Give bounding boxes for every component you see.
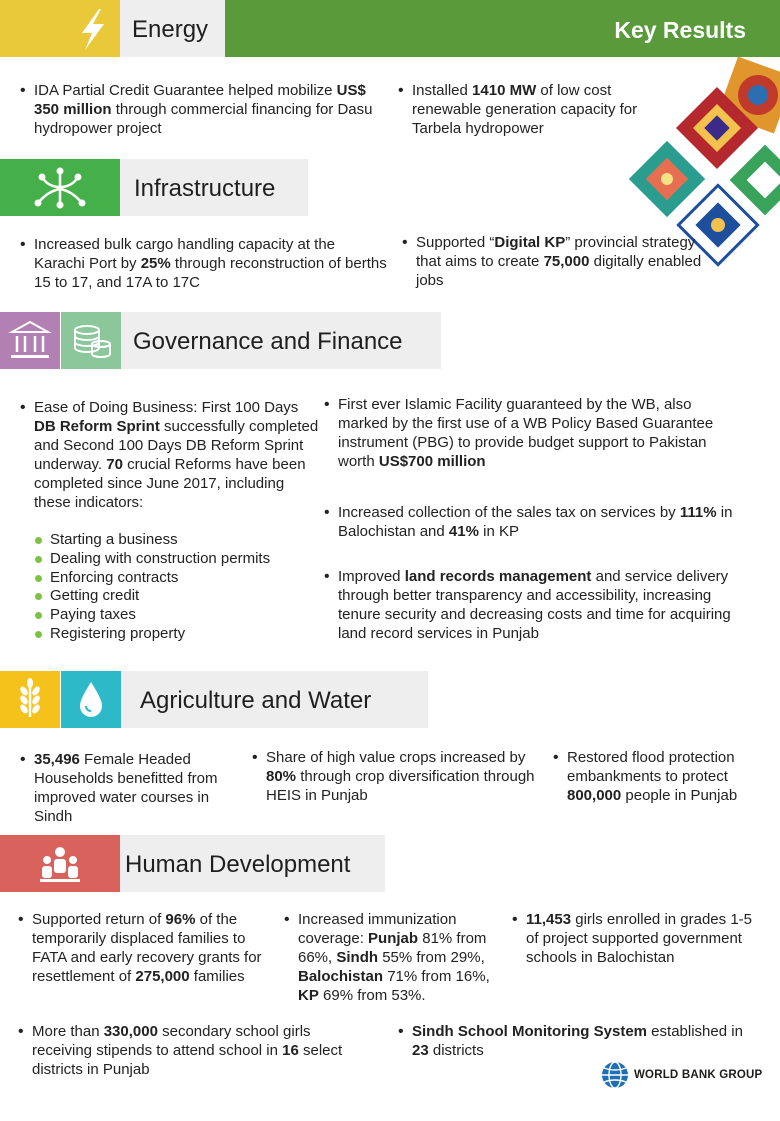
- governance-title: Governance and Finance: [133, 328, 403, 355]
- human-development-title: Human Development: [125, 851, 351, 878]
- water-drop-icon: [61, 671, 121, 728]
- key-results-banner: [225, 0, 780, 57]
- human-bullet-4: • More than 330,000 secondary school girls receiving stipends to attend school in 16 select districts in Punjab: [18, 1023, 343, 1078]
- human-bullet-1: • Supported return of 96% of the temporarily displaced families to FATA and early recovery grants for resettlement of 275,000 families: [18, 911, 262, 985]
- finance-icon-box: [61, 312, 121, 369]
- governance-bullet-1: • Ease of Doing Business: First 100 Days DB Reform Sprint successfully completed and Second 100 Days DB Reform Sprint underway. 70 crucial Reforms have been completed since June 2017, including these indicators:: [20, 399, 319, 511]
- agriculture-icon-box: [0, 671, 60, 728]
- human-bullet-5: • Sindh School Monitoring System established in 23 districts: [398, 1023, 743, 1059]
- water-icon-box: [61, 671, 121, 728]
- human-bullet-3: • 11,453 girls enrolled in grades 1-5 of project supported government schools in Balochistan: [512, 911, 752, 966]
- indicator-item: Enforcing contracts: [33, 569, 323, 588]
- network-icon: [0, 159, 120, 216]
- infrastructure-bullet-2: • Supported “Digital KP” provincial strategy that aims to create 75,000 digitally enabled jobs: [402, 234, 702, 289]
- agriculture-bullet-2: • Share of high value crops increased by 80% through crop diversification through HEIS in Punjab: [252, 749, 535, 804]
- energy-icon-box: [0, 0, 120, 57]
- infrastructure-title: Infrastructure: [134, 175, 276, 202]
- bank-building-icon: [0, 312, 60, 369]
- indicator-item: Getting credit: [33, 587, 323, 606]
- agriculture-bullet-3: • Restored flood protection embankments to protect 800,000 people in Punjab: [553, 749, 738, 804]
- infrastructure-icon-box: [0, 159, 120, 216]
- energy-title: Energy: [132, 16, 209, 43]
- indicator-list: [33, 531, 323, 644]
- key-results-title: Key Results: [614, 17, 746, 43]
- governance-bullet-4: • Improved land records management and service delivery through better transparency and accessibility, increasing tenure security and decreasing costs and time for acquiring land record services in Punjab: [324, 568, 731, 642]
- energy-bullet-1: • IDA Partial Credit Guarantee helped mobilize US$ 350 million through commercial financing for Dasu hydropower project: [20, 82, 373, 137]
- indicator-item: Registering property: [33, 625, 323, 644]
- wheat-icon: [0, 671, 60, 728]
- indicator-item: Dealing with construction permits: [33, 550, 323, 569]
- infrastructure-bullet-1: • Increased bulk cargo handling capacity at the Karachi Port by 25% through reconstruction of berths 15 to 17, and 17A to 17C: [20, 236, 387, 291]
- world-bank-group-logo: [600, 1060, 762, 1090]
- world-bank-group-text: WORLD BANK GROUP: [634, 1069, 763, 1081]
- people-icon: [0, 835, 120, 892]
- governance-bullet-3: • Increased collection of the sales tax on services by 111% in Balochistan and 41% in KP: [324, 504, 733, 540]
- lightning-icon: [0, 0, 120, 57]
- governance-bullet-2: • First ever Islamic Facility guaranteed by the WB, also marked by the first use of a WB Policy Based Guarantee instrument (PBG) to provide budget support to Pakistan worth US$700 million: [324, 396, 714, 470]
- governance-icon-box: [0, 312, 60, 369]
- energy-bullet-2: • Installed 1410 MW of low cost renewable generation capacity for Tarbela hydropower: [398, 82, 638, 137]
- indicator-item: Paying taxes: [33, 606, 323, 625]
- indicator-item: Starting a business: [33, 531, 323, 550]
- coins-icon: [61, 312, 121, 369]
- human-development-icon-box: [0, 835, 120, 892]
- tile-teal-diamond: [629, 141, 705, 217]
- agriculture-title: Agriculture and Water: [140, 687, 372, 714]
- globe-icon: [600, 1060, 630, 1090]
- agriculture-bullet-1: • 35,496 Female Headed Households benefitted from improved water courses in Sindh: [20, 751, 218, 825]
- human-bullet-2: • Increased immunization coverage: Punjab 81% from 66%, Sindh 55% from 29%, Balochistan 71% from 16%, KP 69% from 53%.: [284, 911, 490, 1004]
